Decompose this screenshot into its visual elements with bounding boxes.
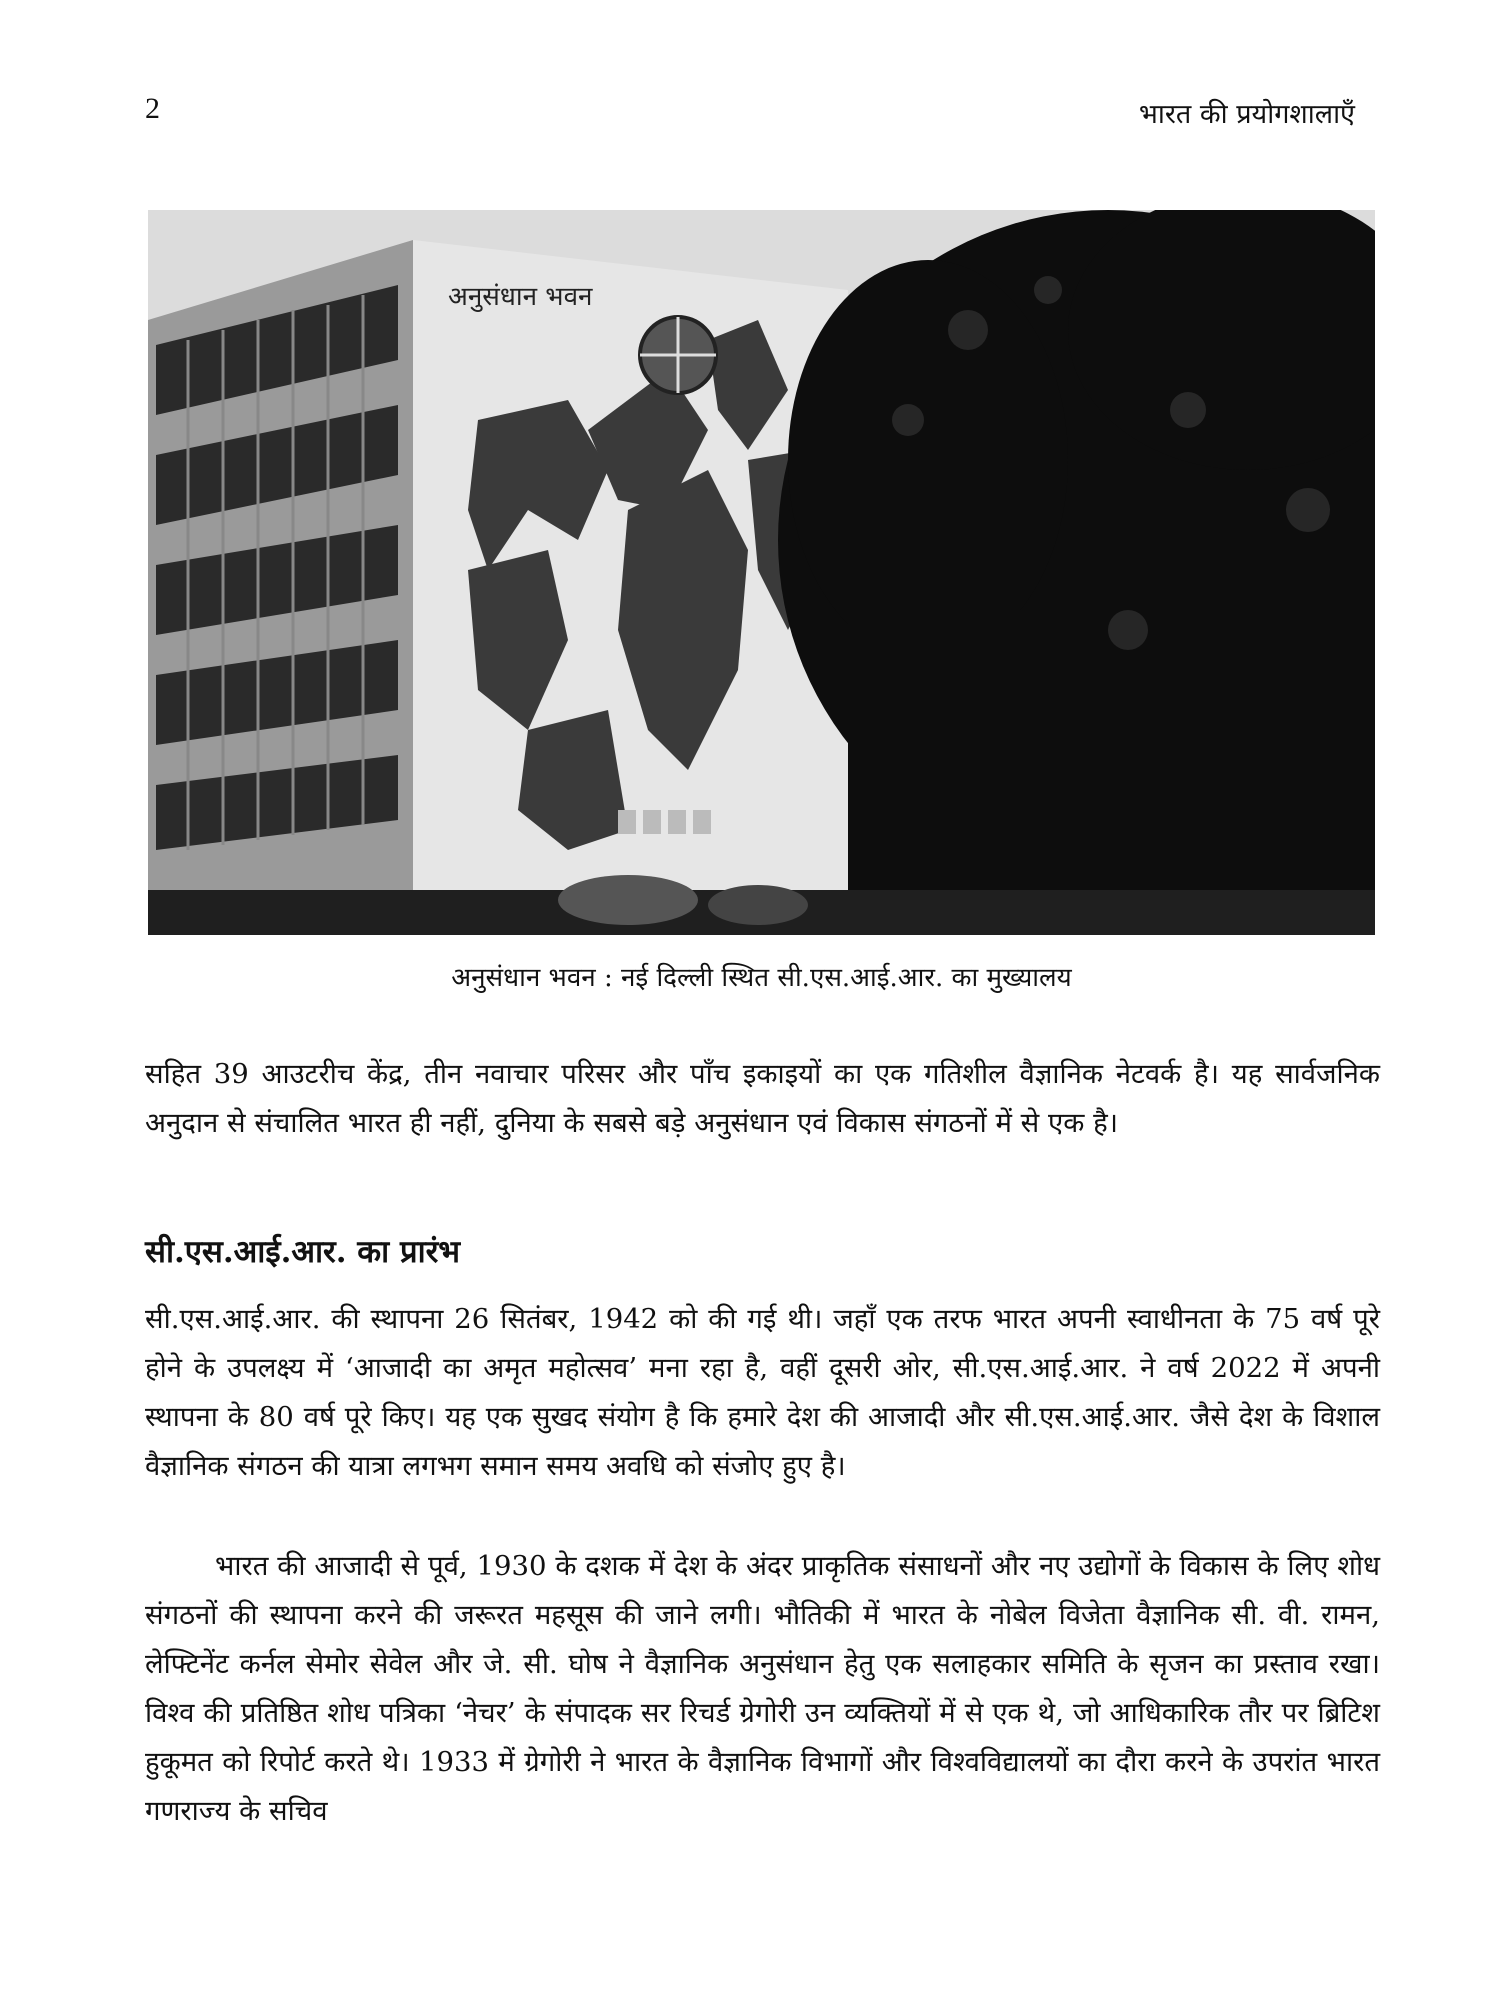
section-heading: सी.एस.आई.आर. का प्रारंभ	[145, 1234, 461, 1270]
running-title: भारत की प्रयोगशालाएँ	[1138, 99, 1355, 130]
building-photo	[148, 210, 1375, 935]
paragraph-history: भारत की आजादी से पूर्व, 1930 के दशक में देश के अंदर प्राकृतिक संसाधनों और नए उद्योगों के विकास के लिए शोध संगठनों की स्थापना करने की जरूरत महसूस की जाने लगी। भौतिकी में भारत के नोबेल विजेता वैज्ञानिक सी. वी. रामन, लेफ्टिनेंट कर्नल सेमोर सेवेल और जे. सी. घोष ने वैज्ञानिक अनुसंधान हेतु एक सलाहकार समिति के सृजन का प्रस्ताव रखा। विश्व की प्रतिष्ठित शोध पत्रिका ‘नेचर’ के संपादक सर रिचर्ड ग्रेगोरी उन व्यक्तियों में से एक थे, जो आधिकारिक तौर पर ब्रिटिश हुकूमत को रिपोर्ट करते थे। 1933 में ग्रेगोरी ने भारत के वैज्ञानिक विभागों और विश्वविद्यालयों का दौरा करने के उपरांत भारत गणराज्य के सचिव	[145, 1550, 1380, 1827]
building-photo-illustration	[148, 210, 1375, 935]
page-number: 2	[145, 92, 160, 125]
photo-caption: अनुसंधान भवन : नई दिल्ली स्थित सी.एस.आई.आर. का मुख्यालय	[451, 963, 1072, 993]
page-header	[145, 92, 1355, 132]
paragraph-intro: सहित 39 आउटरीच केंद्र, तीन नवाचार परिसर और पाँच इकाइयों का एक गतिशील वैज्ञानिक नेटवर्क है। यह सार्वजनिक अनुदान से संचालित भारत ही नहीं, दुनिया के सबसे बड़े अनुसंधान एवं विकास संगठनों में से एक है।	[145, 1058, 1380, 1139]
building-sign: अनुसंधान भवन	[448, 282, 593, 312]
paragraph-founding: सी.एस.आई.आर. की स्थापना 26 सितंबर, 1942 को की गई थी। जहाँ एक तरफ भारत अपनी स्वाधीनता के 75 वर्ष पूरे होने के उपलक्ष्य में ‘आजादी का अमृत महोत्सव’ मना रहा है, वहीं दूसरी ओर, सी.एस.आई.आर. ने वर्ष 2022 में अपनी स्थापना के 80 वर्ष पूरे किए। यह एक सुखद संयोग है कि हमारे देश की आजादी और सी.एस.आई.आर. जैसे देश के विशाल वैज्ञानिक संगठन की यात्रा लगभग समान समय अवधि को संजोए हुए है।	[145, 1303, 1380, 1482]
